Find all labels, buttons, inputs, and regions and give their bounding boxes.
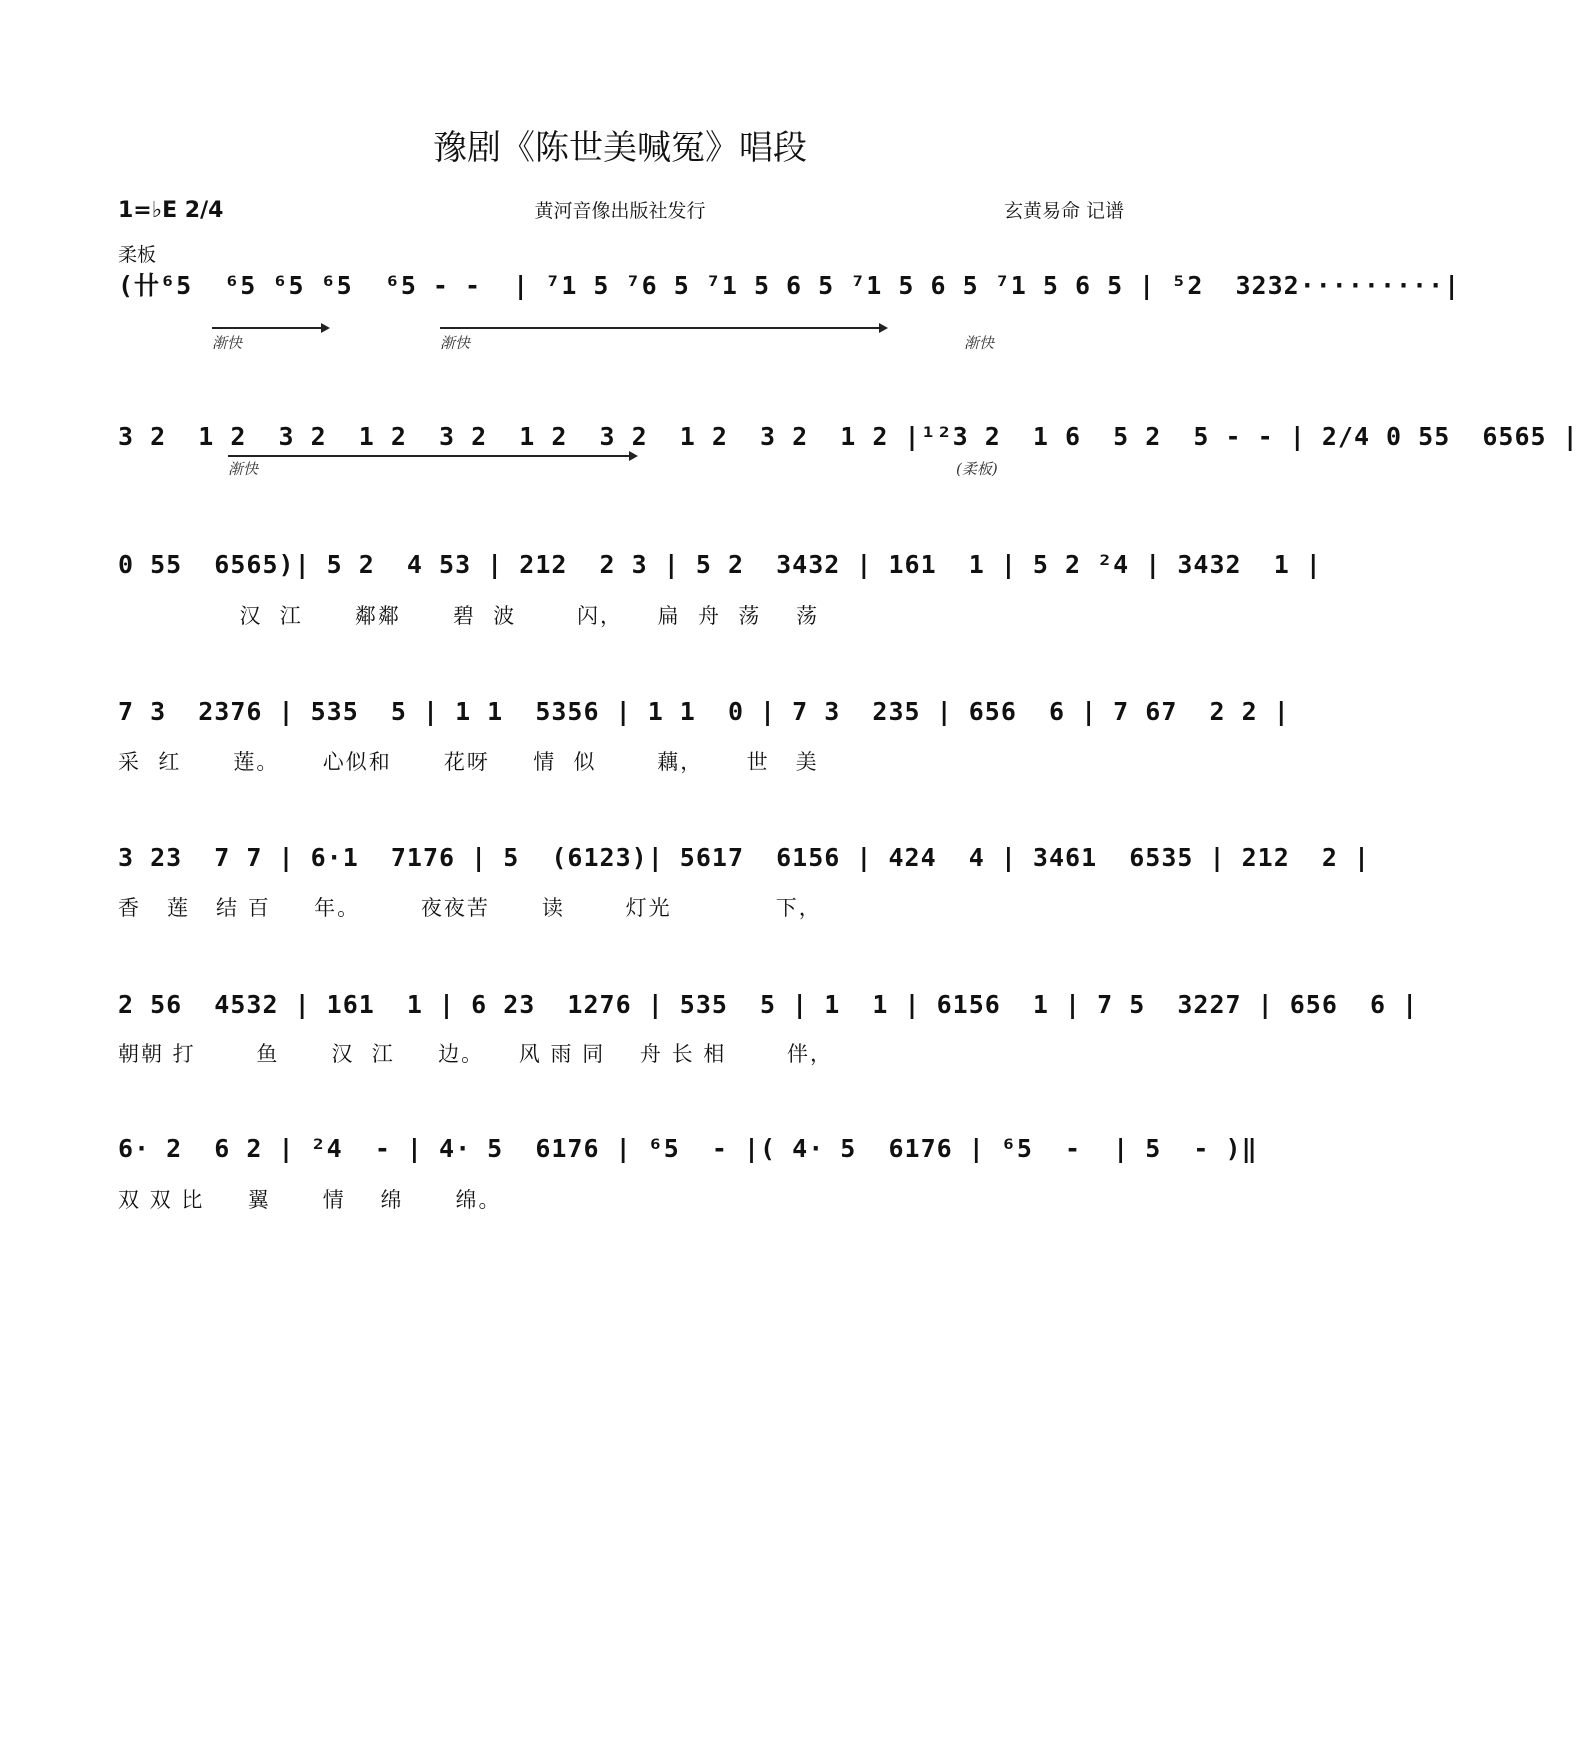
- notation-line: 3 23 7 7 | 6·1 7176 | 5 (6123)| 5617 6156 | 424 4 | 3461 6535 | 212 2 |: [118, 843, 1370, 872]
- lyrics-line: 香 莲 结 百 年。 夜夜苦 读 灯光 下，: [118, 896, 822, 920]
- score-row-1: [118, 266, 1461, 306]
- score-row-4: [118, 697, 1290, 737]
- accelerando-mark: 渐快: [228, 460, 259, 478]
- tempo-mark: (柔板): [956, 460, 998, 478]
- tempo-marking: 柔板: [118, 244, 157, 266]
- notation-line: (卄⁶5 ⁶5 ⁶5 ⁶5 ⁶5 - - | ⁷1 5 ⁷6 5 ⁷1 5 6 5 ⁷1 5 6 5 ⁷1 5 6 5 | ⁵2 3232·········|: [118, 271, 1461, 300]
- key-signature: 1=♭E 2/4: [118, 198, 224, 223]
- publisher-credit: 黄河音像出版社发行: [534, 200, 706, 222]
- notation-line: 3 2 1 2 3 2 1 2 3 2 1 2 3 2 1 2 3 2 1 2 |¹²3 2 1 6 5 2 5 - - | 2/4 0 55 6565 |: [118, 422, 1579, 451]
- accelerando-mark: 渐快: [212, 334, 243, 352]
- accelerando-arrow: [440, 327, 886, 329]
- accelerando-arrow: [212, 327, 328, 329]
- notation-line: 7 3 2376 | 535 5 | 1 1 5356 | 1 1 0 | 7 3 235 | 656 6 | 7 67 2 2 |: [118, 697, 1290, 726]
- lyrics-line: 双 双 比 翼 情 绵 绵。: [118, 1188, 502, 1212]
- notation-line: 2 56 4532 | 161 1 | 6 23 1276 | 535 5 | 1 1 | 6156 1 | 7 5 3227 | 656 6 |: [118, 990, 1419, 1019]
- lyrics-line: 朝朝 打 鱼 汉 江 边。 风 雨 同 舟 长 相 伴，: [118, 1042, 834, 1066]
- score-row-5: [118, 843, 1370, 883]
- notation-line: 6· 2 6 2 | ²4 - | 4· 5 6176 | ⁶5 - |( 4· 5 6176 | ⁶5 - | 5 - )‖: [118, 1134, 1258, 1163]
- accelerando-mark: 渐快: [440, 334, 471, 352]
- score-row-6: [118, 990, 1419, 1030]
- accelerando-mark: 渐快: [964, 334, 995, 352]
- notation-line: 0 55 6565)| 5 2 4 53 | 212 2 3 | 5 2 3432 | 161 1 | 5 2 ²4 | 3432 1 |: [118, 550, 1322, 579]
- page-title: 豫剧《陈世美喊冤》唱段: [433, 128, 807, 168]
- score-row-3: [118, 550, 1322, 590]
- notator-credit: 玄黄易命 记谱: [1003, 200, 1124, 222]
- lyrics-line: 汉 江 鄰鄰 碧 波 闪， 扁 舟 荡 荡: [118, 604, 820, 628]
- lyrics-line: 采 红 莲。 心似和 花呀 情 似 藕， 世 美: [118, 750, 819, 774]
- accelerando-arrow: [228, 455, 636, 457]
- score-row-7: [118, 1134, 1258, 1174]
